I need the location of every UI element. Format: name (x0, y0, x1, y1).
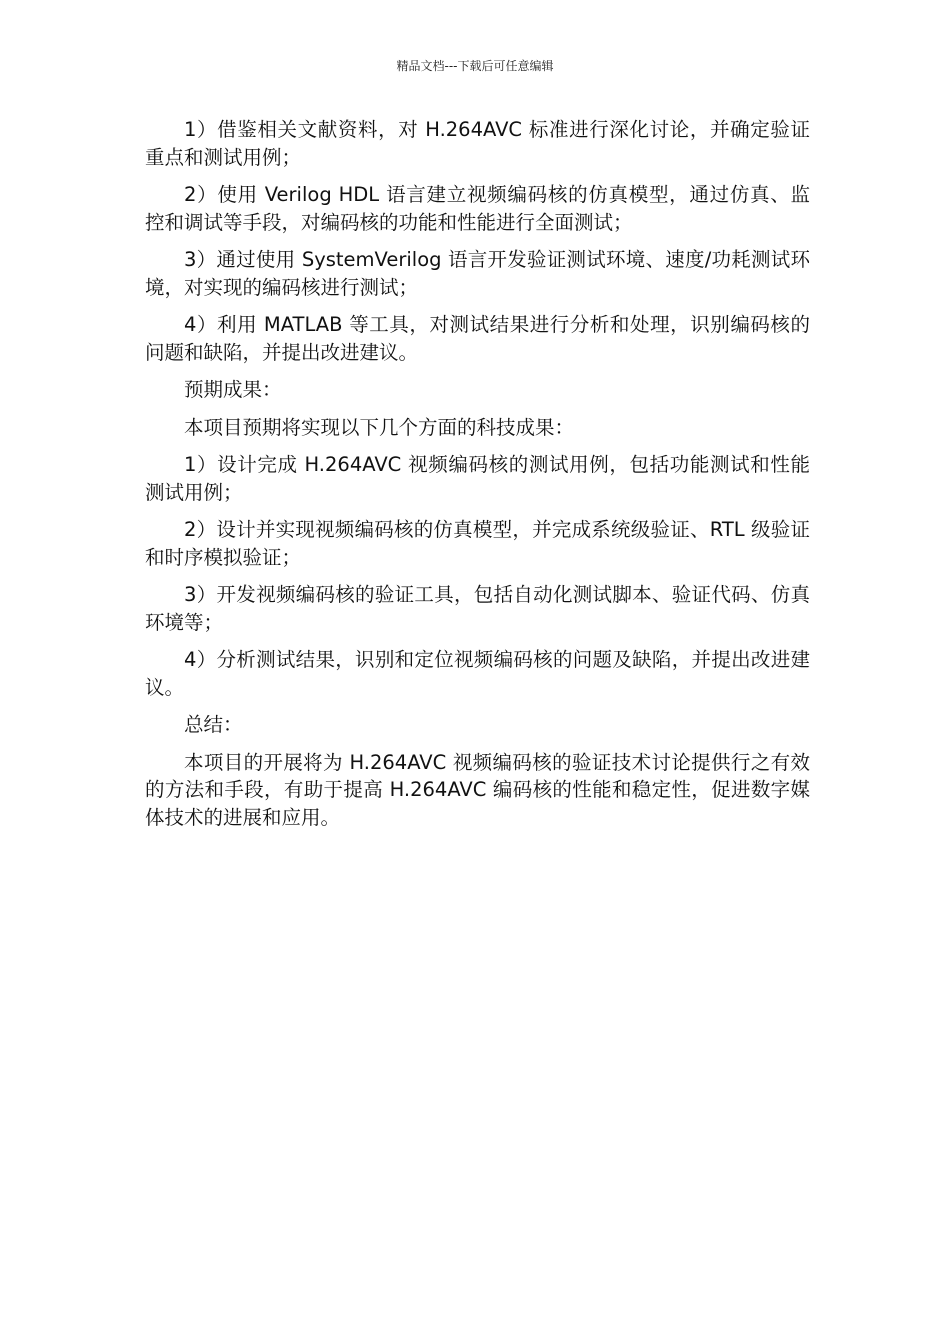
page-header: 精品文档---下载后可任意编辑 (396, 59, 554, 73)
paragraph-result-2: 2）设计并实现视频编码核的仿真模型，并完成系统级验证、RTL 级验证和时序模拟验证； (145, 518, 810, 569)
paragraph-method-4: 4）利用 MATLAB 等工具，对测试结果进行分析和处理，识别编码核的问题和缺陷，并提出改进建议。 (145, 313, 810, 364)
paragraph-result-3: 3）开发视频编码核的验证工具，包括自动化测试脚本、验证代码、仿真环境等； (145, 583, 810, 634)
paragraph-method-2: 2）使用 Verilog HDL 语言建立视频编码核的仿真模型，通过仿真、监控和调试等手段，对编码核的功能和性能进行全面测试； (145, 183, 810, 234)
paragraph-expected-intro: 本项目预期将实现以下几个方面的科技成果： (184, 415, 575, 439)
paragraph-method-3: 3）通过使用 SystemVerilog 语言开发验证测试环境、速度/功耗测试环境，对实现的编码核进行测试； (145, 248, 810, 299)
paragraph-result-1: 1）设计完成 H.264AVC 视频编码核的测试用例，包括功能测试和性能测试用例； (145, 453, 810, 504)
paragraph-result-4: 4）分析测试结果，识别和定位视频编码核的问题及缺陷，并提出改进建议。 (145, 648, 810, 699)
section-heading-expected-results: 预期成果： (184, 378, 282, 401)
paragraph-method-1: 1）借鉴相关文献资料，对 H.264AVC 标准进行深化讨论，并确定验证重点和测试用例； (145, 118, 810, 169)
paragraph-summary: 本项目的开展将为 H.264AVC 视频编码核的验证技术讨论提供行之有效的方法和手段，有助于提高 H.264AVC 编码核的性能和稳定性，促进数字媒体技术的进展和应用。 (145, 750, 810, 829)
document-body (145, 116, 810, 841)
section-heading-summary: 总结： (184, 713, 243, 736)
